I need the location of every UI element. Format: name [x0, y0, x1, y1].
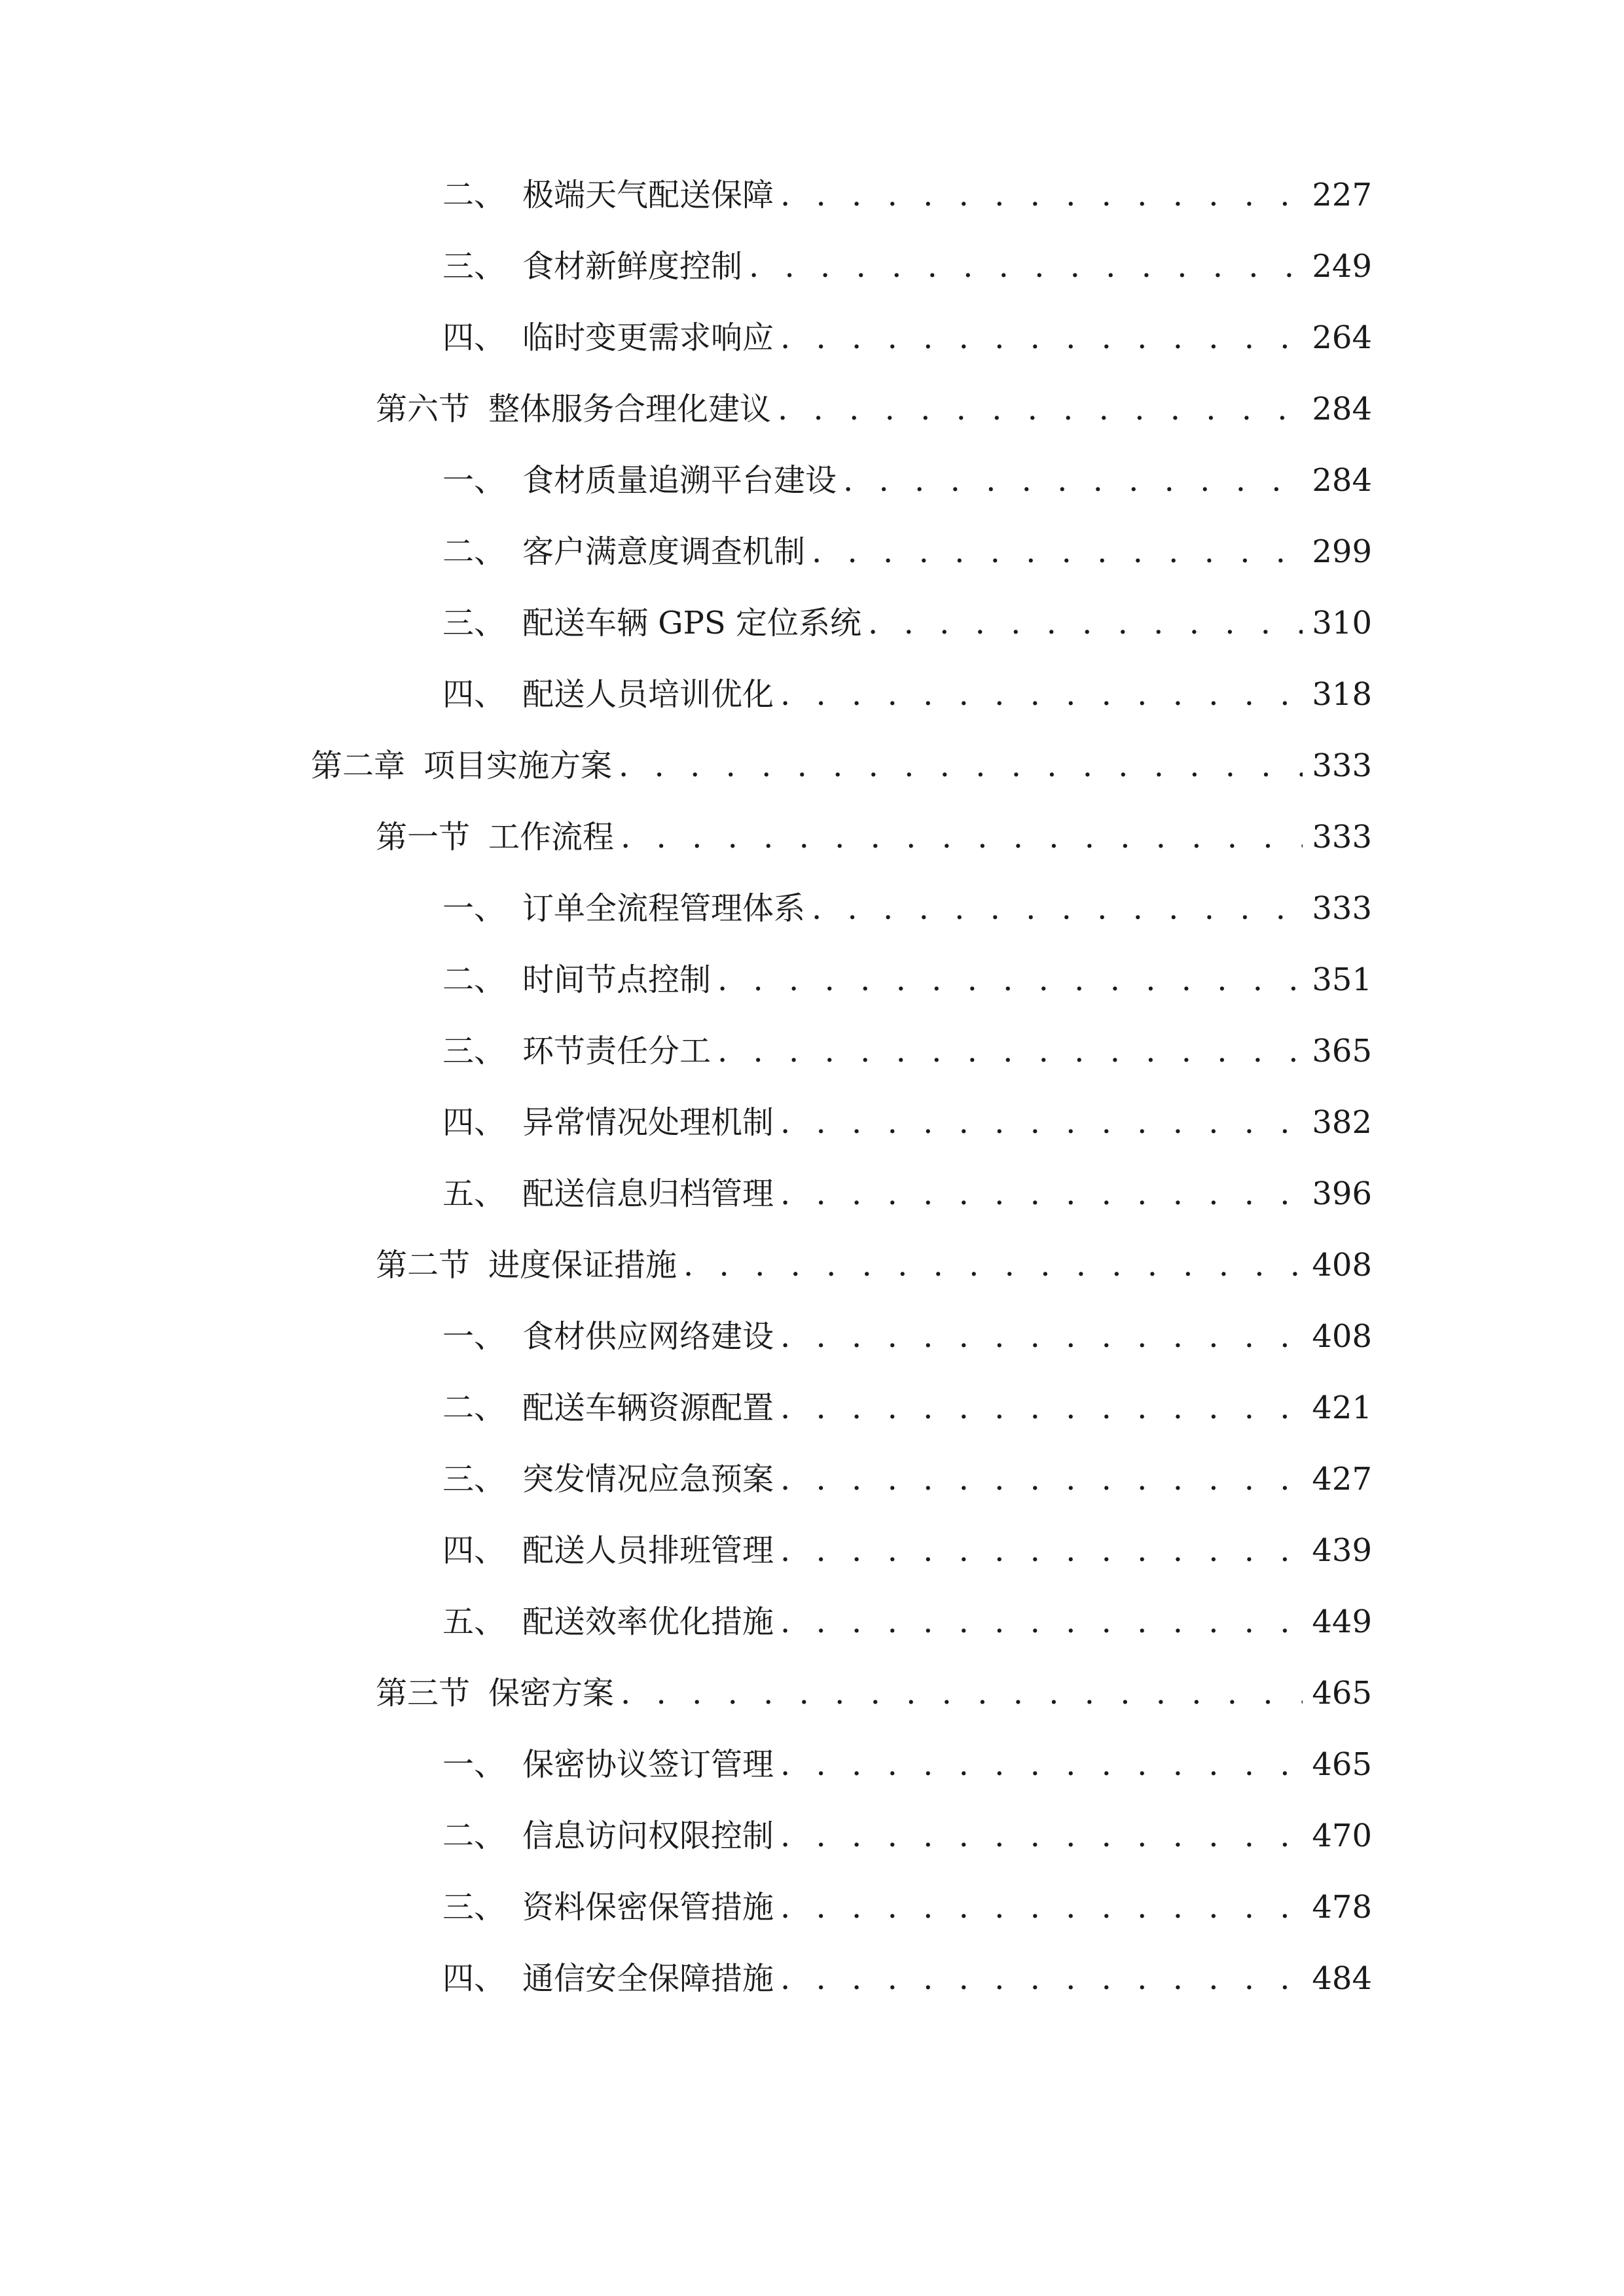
- toc-entry-number: 三、: [442, 248, 506, 285]
- toc-entry-number: 二、: [442, 961, 506, 998]
- toc-dot-leader: [868, 600, 1303, 646]
- toc-entry-title: 配送车辆资源配置: [522, 1390, 774, 1426]
- toc-entry-heading-prefix: 第六节: [376, 391, 471, 427]
- toc-entry-title: 客户满意度调查机制: [522, 533, 806, 570]
- toc-dot-leader: [780, 1599, 1303, 1645]
- toc-dot-leader: [780, 1171, 1303, 1217]
- toc-entry[interactable]: [442, 457, 1372, 503]
- toc-entry[interactable]: [376, 1242, 1372, 1288]
- toc-entry-title: 保密方案: [488, 1675, 615, 1712]
- toc-dot-leader: [717, 1028, 1303, 1074]
- toc-entry-title: 突发情况应急预案: [522, 1461, 774, 1498]
- toc-entry-number: 三、: [442, 1889, 506, 1926]
- toc-entry[interactable]: [442, 1456, 1372, 1502]
- toc-dot-leader: [749, 243, 1303, 289]
- toc-entry-page-number: 284: [1312, 391, 1372, 427]
- toc-dot-leader: [780, 172, 1303, 218]
- toc-entry-title: 资料保密保管措施: [522, 1889, 774, 1926]
- toc-entry-page-number: 427: [1312, 1461, 1372, 1498]
- toc-dot-leader: [780, 1528, 1303, 1573]
- toc-entry-page-number: 284: [1312, 462, 1372, 499]
- toc-entry-number: 四、: [442, 1104, 506, 1141]
- toc-dot-leader: [619, 743, 1303, 789]
- toc-entry-page-number: 408: [1312, 1318, 1372, 1355]
- toc-entry-title: 配送效率优化措施: [522, 1604, 774, 1640]
- toc-entry[interactable]: [442, 172, 1372, 218]
- toc-entry[interactable]: [376, 1670, 1372, 1716]
- toc-entry-page-number: 351: [1312, 961, 1372, 998]
- toc-entry-page-number: 249: [1312, 248, 1372, 285]
- toc-entry-number: 一、: [442, 1746, 506, 1783]
- toc-entry-number: 一、: [442, 462, 506, 499]
- toc-dot-leader: [780, 1314, 1303, 1359]
- toc-dot-leader: [812, 529, 1303, 575]
- toc-entry-page-number: 408: [1312, 1247, 1372, 1283]
- toc-entry-title: 信息访问权限控制: [522, 1818, 774, 1854]
- toc-entry-title: 配送车辆 GPS 定位系统: [522, 605, 862, 641]
- toc-dot-leader: [812, 886, 1303, 931]
- toc-entry-title: 工作流程: [488, 819, 615, 855]
- toc-dot-leader: [780, 1385, 1303, 1431]
- toc-entry-heading-prefix: 第一节: [376, 819, 471, 855]
- toc-entry[interactable]: [442, 600, 1372, 646]
- toc-entry-number: 五、: [442, 1604, 506, 1640]
- toc-entry[interactable]: [442, 1171, 1372, 1217]
- toc-entry-title: 配送信息归档管理: [522, 1175, 774, 1212]
- toc-entry-number: 二、: [442, 1818, 506, 1854]
- toc-entry-number: 四、: [442, 676, 506, 713]
- toc-entry-number: 二、: [442, 533, 506, 570]
- toc-entry-title: 环节责任分工: [522, 1033, 712, 1069]
- toc-entry-page-number: 333: [1312, 890, 1372, 927]
- toc-entry[interactable]: [376, 814, 1372, 860]
- toc-entry-number: 四、: [442, 1532, 506, 1569]
- toc-entry-title: 保密协议签订管理: [522, 1746, 774, 1783]
- toc-entry-page-number: 382: [1312, 1104, 1372, 1141]
- toc-dot-leader: [780, 1813, 1303, 1859]
- toc-entry-number: 三、: [442, 605, 506, 641]
- toc-entry-title: 食材质量追溯平台建设: [522, 462, 837, 499]
- toc-entry-page-number: 299: [1312, 533, 1372, 570]
- toc-entry-page-number: 227: [1312, 177, 1372, 213]
- toc-entry-number: 三、: [442, 1461, 506, 1498]
- toc-entry-number: 一、: [442, 890, 506, 927]
- toc-entry-title: 订单全流程管理体系: [522, 890, 806, 927]
- toc-entry-number: 四、: [442, 1960, 506, 1997]
- toc-entry-title: 临时变更需求响应: [522, 319, 774, 356]
- toc-entry-page-number: 478: [1312, 1889, 1372, 1926]
- toc-entry-page-number: 333: [1312, 747, 1372, 784]
- toc-entry[interactable]: [442, 1100, 1372, 1145]
- toc-dot-leader: [780, 672, 1303, 717]
- toc-dot-leader: [780, 315, 1303, 361]
- toc-entry-title: 极端天气配送保障: [522, 177, 774, 213]
- toc-entry-title: 整体服务合理化建议: [488, 391, 772, 427]
- toc-entry-page-number: 465: [1312, 1746, 1372, 1783]
- toc-entry-title: 食材供应网络建设: [522, 1318, 774, 1355]
- toc-entry-page-number: 318: [1312, 676, 1372, 713]
- toc-entry[interactable]: [442, 243, 1372, 289]
- toc-entry-heading-prefix: 第二章: [311, 747, 406, 784]
- toc-entry-heading-prefix: 第三节: [376, 1675, 471, 1712]
- toc-entry[interactable]: [442, 1314, 1372, 1359]
- toc-entry[interactable]: [442, 672, 1372, 717]
- toc-entry-number: 一、: [442, 1318, 506, 1355]
- toc-entry-heading-prefix: 第二节: [376, 1247, 471, 1283]
- toc-entry[interactable]: [442, 529, 1372, 575]
- toc-entry[interactable]: [442, 1385, 1372, 1431]
- toc-entry-number: 二、: [442, 177, 506, 213]
- toc-entry-title: 通信安全保障措施: [522, 1960, 774, 1997]
- toc-dot-leader: [843, 457, 1303, 503]
- toc-entry-page-number: 484: [1312, 1960, 1372, 1997]
- toc-entry-title: 配送人员培训优化: [522, 676, 774, 713]
- toc-entry[interactable]: [442, 1956, 1372, 2001]
- toc-entry-number: 四、: [442, 319, 506, 356]
- toc-dot-leader: [780, 1956, 1303, 2001]
- toc-entry-page-number: 421: [1312, 1390, 1372, 1426]
- toc-entry[interactable]: [376, 386, 1372, 432]
- toc-entry-page-number: 264: [1312, 319, 1372, 356]
- toc-entry-title: 进度保证措施: [488, 1247, 677, 1283]
- toc-entry[interactable]: [442, 1884, 1372, 1930]
- toc-dot-leader: [621, 814, 1303, 860]
- toc-entry[interactable]: [311, 743, 1372, 789]
- toc-dot-leader: [683, 1242, 1303, 1288]
- toc-entry[interactable]: [442, 886, 1372, 931]
- toc-dot-leader: [780, 1456, 1303, 1502]
- toc-entry-page-number: 396: [1312, 1175, 1372, 1212]
- toc-entry-page-number: 449: [1312, 1604, 1372, 1640]
- toc-entry-title: 异常情况处理机制: [522, 1104, 774, 1141]
- toc-dot-leader: [621, 1670, 1303, 1716]
- toc-entry[interactable]: [442, 1813, 1372, 1859]
- toc-entry-page-number: 465: [1312, 1675, 1372, 1712]
- toc-entry-page-number: 365: [1312, 1033, 1372, 1069]
- toc-entry[interactable]: [442, 1599, 1372, 1645]
- toc-dot-leader: [780, 1884, 1303, 1930]
- toc-entry-page-number: 470: [1312, 1818, 1372, 1854]
- toc-dot-leader: [717, 957, 1303, 1003]
- toc-entry-page-number: 310: [1312, 605, 1372, 641]
- toc-entry[interactable]: [442, 1028, 1372, 1074]
- toc-entry-title: 项目实施方案: [424, 747, 613, 784]
- toc-entry-number: 三、: [442, 1033, 506, 1069]
- toc-entry[interactable]: [442, 315, 1372, 361]
- toc-entry[interactable]: [442, 957, 1372, 1003]
- toc-dot-leader: [780, 1742, 1303, 1787]
- toc-entry-title: 配送人员排班管理: [522, 1532, 774, 1569]
- toc-entry[interactable]: [442, 1742, 1372, 1787]
- toc-entry-page-number: 333: [1312, 819, 1372, 855]
- toc-entry-number: 五、: [442, 1175, 506, 1212]
- toc-entry[interactable]: [442, 1528, 1372, 1573]
- toc-entry-page-number: 439: [1312, 1532, 1372, 1569]
- toc-entry-title: 时间节点控制: [522, 961, 712, 998]
- toc-dot-leader: [778, 386, 1303, 432]
- toc-entry-number: 二、: [442, 1390, 506, 1426]
- toc-dot-leader: [780, 1100, 1303, 1145]
- toc-entry-title: 食材新鲜度控制: [522, 248, 743, 285]
